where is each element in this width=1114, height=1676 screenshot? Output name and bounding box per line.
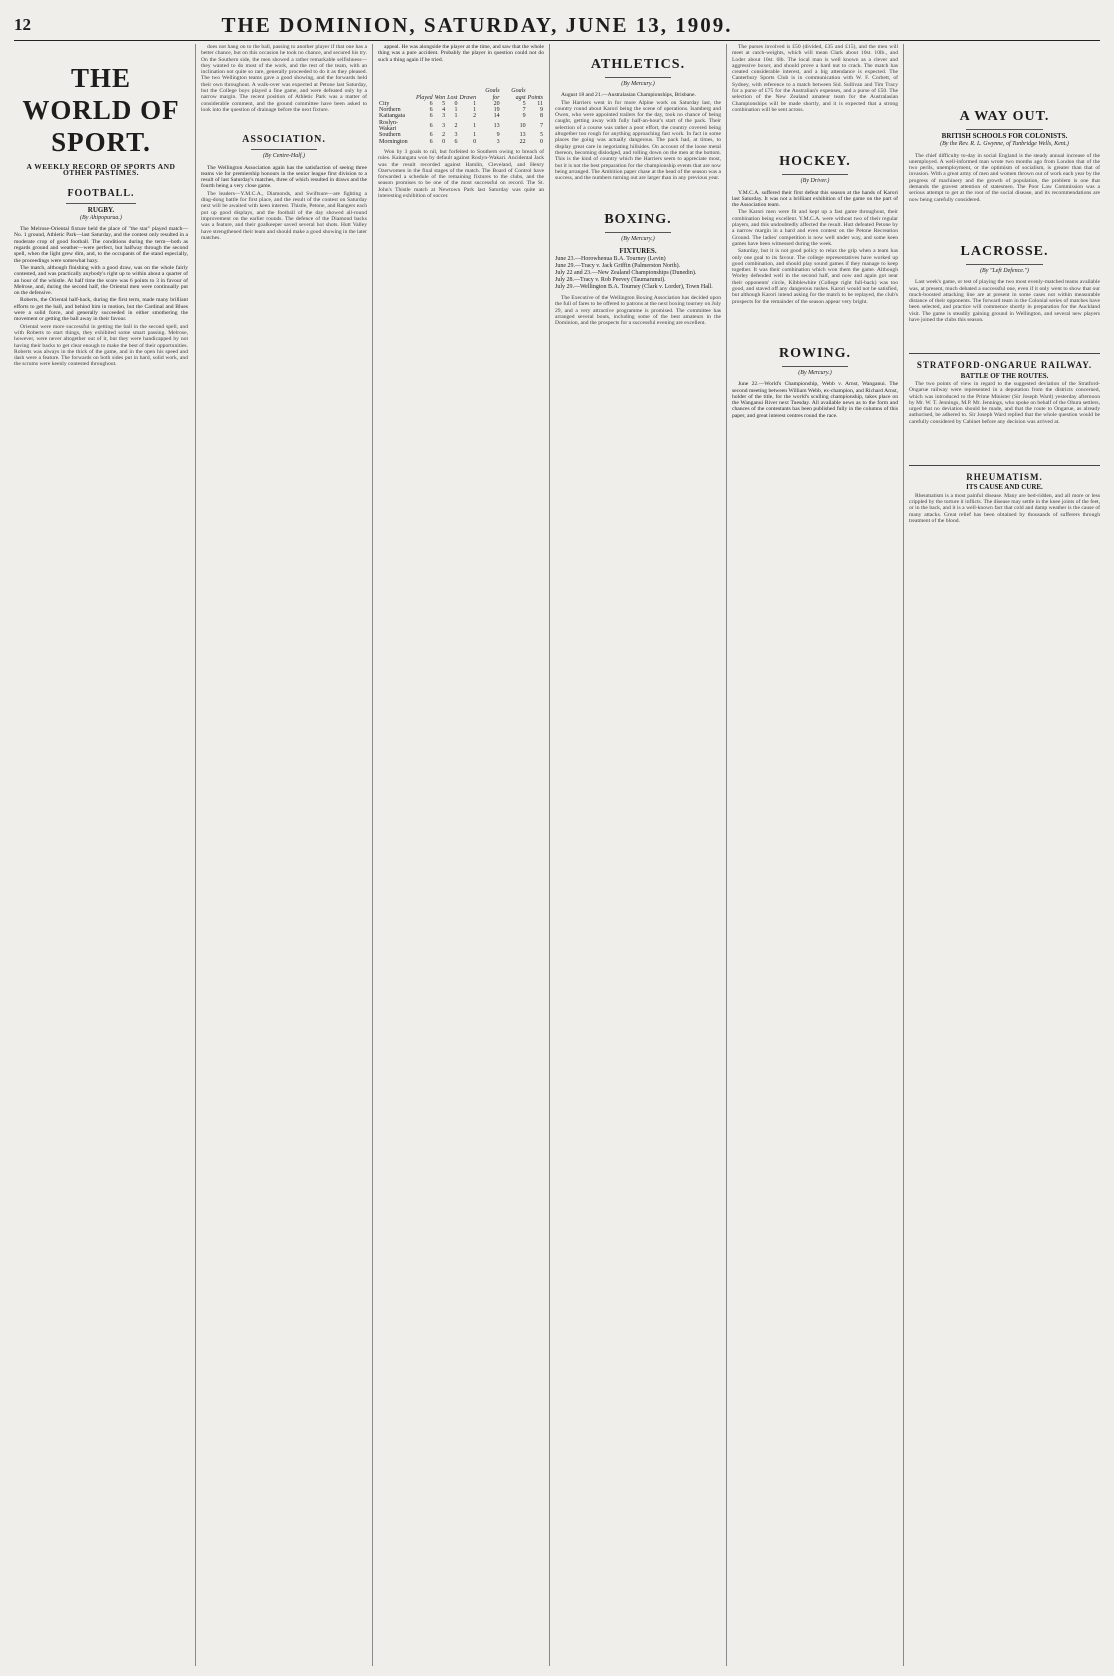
table-cell: 0	[442, 138, 446, 145]
table-cell: 13	[519, 132, 526, 139]
table-cell: 22	[519, 138, 526, 145]
standings-header: Lost	[447, 94, 458, 101]
fixture-item: July 28.—Tracy v. Rob Peevey (Taumarunui).	[555, 277, 666, 284]
athletics-heading: ATHLETICS.	[590, 57, 686, 72]
divider	[605, 77, 671, 78]
sport-subtitle: A WEEKLY RECORD OF SPORTS AND OTHER PASTIMES.	[26, 162, 176, 178]
railway-section	[909, 353, 1100, 425]
column-rule	[726, 44, 727, 1666]
article-paragraph: Oriental were more successful in getting the ball in the second spell, and with Roberts to start things, they exhibited some smart passing. Melrose, however, were never altogether out of it, but they were handicapped by not having their backs to get clear enough to make the best of their opportunities. Roberts was always in the thick of the game, and in the open his speed and dash were a feature. The forwards on both sides put in hard, solid work, and the scrums were keenly contested throughout.	[14, 323, 188, 368]
table-cell: 9	[522, 113, 526, 120]
column-6	[909, 44, 1100, 1666]
lacrosse-heading: LACROSSE.	[960, 243, 1049, 259]
article-paragraph: The purses involved is £50 (divided, £35 and £15), and the men will meet at catch-weights, which will mean Clark about 10st. 10lb., and Loder about 10st. 6lb. The local man is well known as a clever and aggressive boxer, and should prove a hard nut to crack. The match has created considerable interest, and a big attendance is expected. The Canterbury Sports Club is in communication with W. F. Corbett, of Sydney, with reference to a match between Sid. Sullivan and Tim Tracy for a purse of £75 for the Australian's expenses, and a purse of £50. The selection of the New Zealand amateur team for the Australasian Championships will be made shortly, and it is expected that a strong combination will be sent across.	[732, 44, 898, 113]
table-cell: 8	[540, 113, 543, 120]
standings-header: Played	[415, 94, 433, 101]
boxing-heading: BOXING.	[604, 212, 672, 228]
table-cell: 5	[442, 100, 446, 107]
standings-header: Goals agst	[511, 88, 526, 101]
lacrosse-byline: (By "Left Defence.")	[980, 267, 1029, 274]
table-cell: 6	[429, 138, 433, 145]
article-paragraph: Roberts, the Oriental half-back, during the first term, made many brilliant efforts to get the ball, and behind him in motion, but the Cardinal and Blues were a solid force, and generally succeeded in either smothering the movement or getting the ball away in their favour.	[14, 297, 188, 323]
table-cell: 5	[540, 132, 543, 139]
table-cell: 1	[454, 113, 458, 120]
column-5	[732, 44, 898, 1666]
divider	[782, 366, 848, 367]
table-row	[378, 120, 544, 133]
table-cell: 3	[442, 113, 446, 120]
football-heading: FOOTBALL.	[67, 187, 135, 199]
column-3	[378, 44, 544, 1666]
boxing-byline: (By Mercury.)	[621, 236, 655, 243]
fixture-item: June 29.—Tracy v. Jack Griffin (Palmerston North).	[555, 263, 681, 270]
column-4	[555, 44, 721, 1666]
association-heading: ASSOCIATION.	[242, 134, 326, 146]
standings-header-row	[378, 67, 544, 101]
divider	[251, 149, 317, 150]
table-cell: 9	[496, 132, 500, 139]
divider	[966, 264, 1042, 265]
table-cell: 4	[442, 107, 446, 114]
table-cell: 19	[493, 107, 500, 114]
standings-header: Goals for	[485, 88, 500, 101]
table-cell: Kaitangata	[379, 113, 405, 120]
table-cell: 6	[429, 113, 433, 120]
rheumatism-heading: RHEUMATISM.	[966, 472, 1043, 483]
article-paragraph: The leaders—Y.M.C.A., Diamonds, and Swiftsure—are fighting a ding-dong battle for first place, and the result of the contest on Saturday next will be awaited with keen interest. Thistle, Petone, and Rangers each put up good displays, and the football of the day showed all-round improvement on the earlier rounds. The defence of the Diamond backs was a feature, and their goalkeeper saved several hot shots. Hutt Valley have strengthened their team and should make a good showing in the later matches.	[201, 190, 367, 241]
table-cell: 1	[473, 100, 477, 107]
table-cell: 2	[454, 122, 458, 129]
table-cell: 3	[454, 132, 458, 139]
table-cell: 1	[454, 107, 458, 114]
table-cell: 9	[540, 107, 543, 114]
article-paragraph: The match, although finishing with a good draw, was on the whole fairly contested, and was practically anybody's right up to within about a quarter of an hour of the whistle. At half time the score was 6 points to 3 in favour of Melrose, and, during the second half, the Oriental men were continually put on the defensive.	[14, 264, 188, 297]
association-byline: (By Centre-Half.)	[262, 153, 306, 160]
table-cell: 1	[473, 132, 477, 139]
rheumatism-subheading: ITS CAUSE AND CURE.	[966, 483, 1043, 492]
divider	[605, 232, 671, 233]
fixture-item: June 23.—Horowhenua B.A. Tourney (Levin)	[555, 256, 666, 263]
article-paragraph: The Executive of the Wellington Boxing Association has decided upon the full of fares to be offered to patrons at the next boxing tourney on July 29, and a very attractive programme is promised. The committee has arranged several bouts, including some of the best amateurs in the Dominion, and the prospects for a successful evening are excellent.	[555, 295, 721, 327]
rowing-heading: ROWING.	[779, 345, 851, 361]
table-cell: Roslyn-Wakari	[379, 119, 399, 133]
divider	[66, 203, 136, 204]
table-cell: 6	[429, 107, 433, 114]
table-cell: 0	[540, 138, 543, 145]
fixture-item: July 29.—Wellington B.A. Tourney (Clark v. Lorder), Town Hall.	[555, 284, 713, 291]
divider	[966, 129, 1042, 130]
table-cell: 10	[519, 122, 526, 129]
article-paragraph: The two points of view in regard to the suggested deviation of the Stratford-Ongarue railway were represented in a deputation from the districts concerned, which was introduced to the Prime Minister (Sir Joseph Ward) yesterday afternoon by Mr. W. T. Jennings, M.P. Mr. Jennings, who spoke on behalf of the Ohura settlers, urged that no deviation should be made, and that the route to Ongarue, as already authorised, be adhered to. Sir Joseph Ward replied that the whole question would be carefully considered by Cabinet before any decision was arrived at.	[909, 380, 1100, 425]
table-cell: 7	[522, 107, 526, 114]
article-paragraph: Rheumatism is a most painful disease. Many are bed-ridden, and all more or less crippled by the torture it inflicts. The disease may settle in the knee joints of the feet, or in the back, and it is a well-known fact that cold and damp weather is the cause of many attacks. Great relief has been obtained by thousands of sufferers through treatment of the blood.	[909, 492, 1100, 524]
football-byline: (By Ahipopurua.)	[80, 214, 122, 221]
table-cell: 0	[473, 138, 477, 145]
table-cell: 6	[429, 100, 433, 107]
divider	[782, 174, 848, 175]
table-cell: 2	[442, 132, 446, 139]
article-paragraph: The Harriers went in for more Alpine work on Saturday last, the country round about Karori being the scene of operations. Isamberg and Owen, who were appointed trailers for the day, took no chance of being caught, getting away with fully half-an-hour's start of the pack. Their selection of a course was rather a poor effort, the country covered being altogether too rough for anything approaching fast work. In fact in some places the going was actually dangerous. The pack had, at times, to display great care in negotiating hillsides. On account of the loose metal thereon, becoming dislodged, and rolling down on the men at the bottom. This is the kind of country which the Harriers seem to appreciate most, but it is not the best preparation for the championship events that are now being arranged. The Ambition paper chase at the head of the season was a success, and the numbers turning out are larger than in any previous year.	[555, 99, 721, 182]
fixtures-heading: FIXTURES.	[619, 246, 657, 255]
table-cell: 7	[540, 122, 543, 129]
table-row	[378, 139, 544, 145]
paper-name: THE DOMINION, SATURDAY, JUNE 13, 1909.	[221, 12, 733, 37]
rheumatism-section	[909, 465, 1100, 524]
table-cell: 5	[522, 100, 526, 107]
away-heading: A WAY OUT.	[959, 109, 1050, 124]
table-cell: Mornington	[379, 138, 408, 145]
standings-table	[378, 67, 544, 145]
table-cell: 13	[493, 122, 500, 129]
article-paragraph: August 18 and 21.—Australasian Championships, Brisbane.	[561, 92, 696, 99]
sport-title: THE WORLD OF SPORT.	[22, 63, 180, 157]
table-cell: 6	[429, 132, 433, 139]
column-rule	[195, 44, 196, 1666]
column-rule	[903, 44, 904, 1666]
article-paragraph: does not hang on to the ball, passing to another player if that one has a better chance, but on this occasion he took no chance, and secured his try. On the Southern side, the men showed a rather remarkable selfishness—they wanted to do most of the work, and the rest of the team, with an inclination not quite so rare, generally proceeded to do it as they pleased. The two Wellington teams gave a good showing, and the forwards held their own throughout. A walk-over was expected at Petone last Saturday, but the College boys played a fine game, and were defeated only by a narrow margin. The recent position of Athletic Park was a matter of considerable comment, and the ground committee have been asked to look into the question of drainage before the next fixture.	[201, 44, 367, 113]
masthead	[14, 10, 1100, 41]
article-paragraph: Won by 3 goals to nil, but forfeited to Southern owing to breach of rules. Kaitangata won by default against Roslyn-Wakari. Ancidental Jack was the result recorded against Hamlin, Cleveland, and Henry Ozerwomen in the final stages of the match. The Board of Control have forwarded a schedule of the remaining fixtures to the clubs, and the season promises to be one of the most successful on record. The St. John's Thistle match at Newtown Park last Saturday was quite an interesting exhibition of soccer.	[378, 148, 544, 200]
table-cell: 3	[496, 138, 500, 145]
railway-subheading: BATTLE OF THE ROUTES.	[960, 371, 1049, 380]
article-paragraph: The Melrose-Oriental fixture held the place of "the star" played match—No. 1 ground, Athletic Park—last Saturday, and the contest only resulted in a moderate crop of good football. The conditions during the term—both as regards ground and weather—were perfect, but halfway through the second spell, when the light grew dim, and, to the occupants of the stand especially, the proceedings were somewhat hazy.	[14, 226, 188, 264]
article-paragraph: Y.M.C.A. suffered their first defeat this season at the hands of Karori last Saturday. It was not a brilliant exhibition of the game on the part of the Association team.	[732, 189, 898, 209]
column-rule	[372, 44, 373, 1666]
article-paragraph: The chief difficulty to-day in social England is the steady annual increase of the unemployed. A well-informed man wrote two months ago from London that of the two perils, unemployment, or the optimism of socialism, is greater than that of invasion. With a great army of men and women thrown out of work each year by the progress of machinery and the growth of population, the problem is one that demands the gravest attention of statesmen. The Poor Law Commission was a serious attempt to get at the root of the social disease, and its recommendations are now being carefully considered.	[909, 152, 1100, 203]
table-cell: 0	[454, 100, 458, 107]
article-paragraph: The Karori men were fit and kept up a fast game throughout, their combination being excellent. Y.M.C.A. were without two of their regular players, and this undoubtedly affected the result. Hutt defeated Petone by a narrow margin in a hard and even contest on the Petone Recreation Ground. The ladies' competition is now well under way, and some keen games have been witnessed during the week.	[732, 209, 898, 247]
athletics-byline: (By Mercury.)	[621, 81, 655, 87]
away-subheading: BRITISH SCHOOLS FOR COLONISTS.	[941, 132, 1068, 140]
standings-header: Drawn	[459, 94, 477, 101]
article-paragraph: appeal. He was alongside the player at the time, and saw that the whole thing was a pure accident. Probably the player in question could not do such a thing again if he tried.	[378, 44, 544, 63]
standings-header	[378, 67, 415, 101]
column-2	[201, 44, 367, 1666]
hockey-byline: (By Driver.)	[800, 178, 830, 185]
page-number: 12	[14, 15, 31, 34]
railway-heading: STRATFORD-ONGARUE RAILWAY.	[916, 360, 1093, 371]
standings-header: Points	[527, 94, 543, 101]
table-cell: 1	[473, 122, 477, 129]
table-cell: City	[379, 100, 390, 107]
away-byline: (By the Rev. R. L. Gwynne, of Tunbridge Wells, Kent.)	[940, 141, 1069, 148]
article-paragraph: June 22.—World's Championship, Webb v. Arnst, Wanganui. The second meeting between William Webb, ex-champion, and Richard Arnst, holder of the title, for the world's sculling championship, takes place on the Wanganui River next Tuesday. All available news as to the form and chances of the contestants has been published fully in the columns of this paper, and great interest centres round the race.	[732, 381, 898, 419]
table-cell: 2	[473, 113, 477, 120]
table-cell: 11	[537, 100, 543, 107]
table-cell: Northern	[379, 107, 401, 114]
table-cell: 6	[454, 138, 458, 145]
table-cell: Southern	[379, 132, 401, 139]
article-paragraph: Saturday, but it is not good policy to relax the grip when a team has only one goal to its favour. The college representatives have worked up good combination, and should play sound games if they manage to keep together. It was their combination which won them the game. Although Worley defended well in the second half, and now and again got near their opponents' circle, Kibblewhite (College right full-back) was too good, and staved off any dangerous rushes. Karori would not be satisfied, but although Karori intend asking for the match to be replayed, the club's prospects for the remainder of the season appear very bright.	[732, 248, 898, 305]
fixture-item: July 22 and 23.—New Zealand Championships (Dunedin).	[555, 270, 697, 277]
hockey-heading: HOCKEY.	[779, 154, 851, 170]
column-rule	[549, 44, 550, 1666]
standings-header: Won	[434, 94, 446, 101]
table-cell: 3	[442, 122, 446, 129]
rugby-heading: RUGBY.	[87, 205, 115, 214]
table-cell: 6	[429, 122, 433, 129]
table-cell: 20	[493, 100, 500, 107]
table-cell: 14	[493, 113, 500, 120]
table-cell: 1	[473, 107, 477, 114]
rowing-byline: (By Mercury.)	[798, 369, 832, 376]
article-paragraph: The Wellington Association again has the satisfaction of seeing three teams vie for premiership honours in the senior league first division to a result of last Saturday's matches, three of which resulted in draws and the fourth being a very close game.	[201, 164, 367, 190]
column-1	[14, 44, 188, 1666]
article-paragraph: Last week's game, or test of playing the two most evenly-matched teams available was, at present, much debated a successful one, even if it only went to show that our much-boosted attacking line are at present in some cases not within measurable distance of their opponents. The forward team in the Colonial series of matches have been selected, and practice will commence shortly in preparation for the Auckland visit. The game is steadily gaining ground in Wellington, and several new players have joined the clubs this season.	[909, 279, 1100, 324]
